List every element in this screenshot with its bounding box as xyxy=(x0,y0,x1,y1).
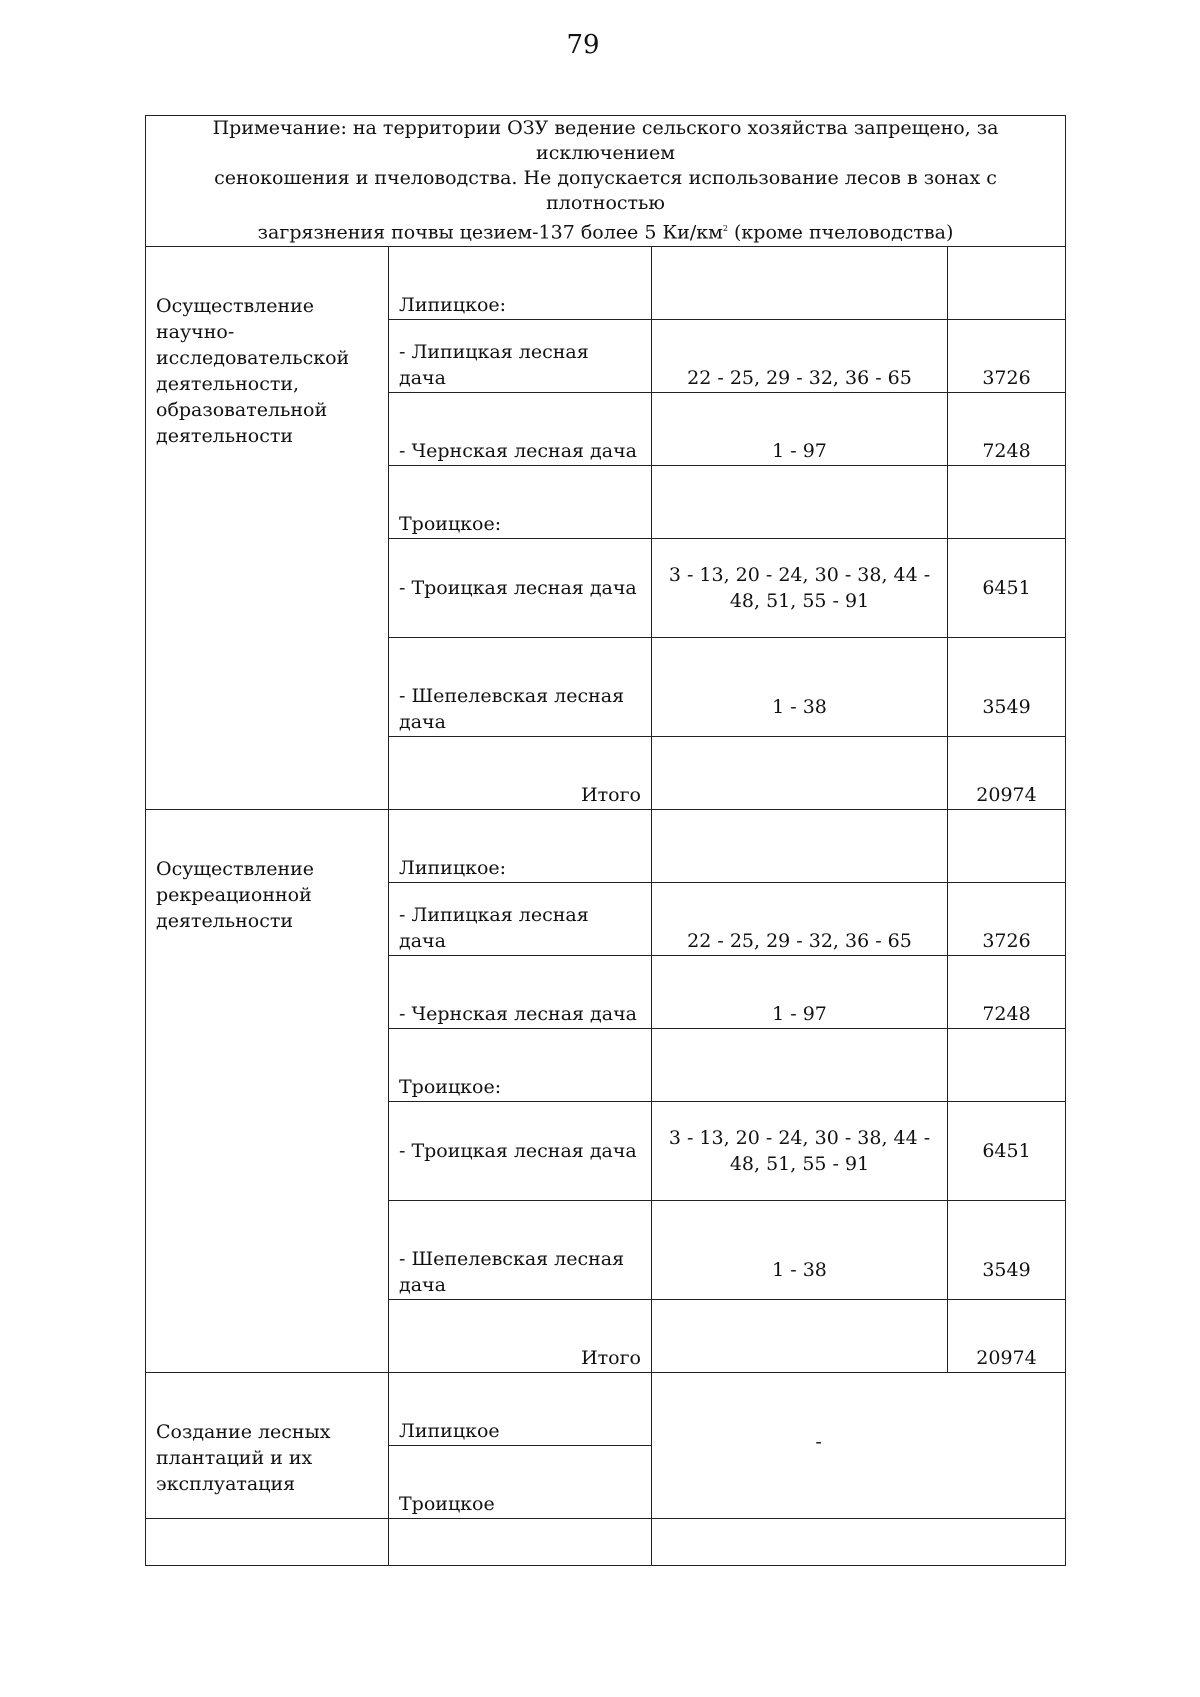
area-cell: 7248 xyxy=(948,393,1066,466)
quarters-cell xyxy=(652,1300,948,1373)
area-cell xyxy=(948,1029,1066,1102)
area-cell: 3549 xyxy=(948,1201,1066,1300)
note-line-1: Примечание: на территории ОЗУ ведение сельского хозяйства запрещено, за исключением xyxy=(212,117,999,164)
activity-cell: Осуществление научно-исследовательской деятельности, образовательной деятельности xyxy=(146,247,389,810)
area-cell xyxy=(948,466,1066,539)
note-line-3-tail: (кроме пчеловодства) xyxy=(727,221,954,244)
quarters-cell xyxy=(652,466,948,539)
quarters-cell: 1 - 38 xyxy=(652,1201,948,1300)
quarters-cell: 3 - 13, 20 - 24, 30 - 38, 44 - 48, 51, 55 - 91 xyxy=(652,1102,948,1201)
forestry-name: - Липицкая лесная дача xyxy=(389,320,652,393)
note-line-2: сенокошения и пчеловодства. Не допускается использование лесов в зонах с плотностью xyxy=(214,167,997,214)
table-row xyxy=(146,247,1066,320)
forestry-name: - Чернская лесная дача xyxy=(389,393,652,466)
forestry-name: Липицкое: xyxy=(389,810,652,883)
quarters-cell: 3 - 13, 20 - 24, 30 - 38, 44 - 48, 51, 55 - 91 xyxy=(652,539,948,638)
quarters-cell: 1 - 38 xyxy=(652,638,948,737)
quarters-cell xyxy=(652,810,948,883)
total-value: 20974 xyxy=(948,737,1066,810)
area-cell: 6451 xyxy=(948,539,1066,638)
total-value: 20974 xyxy=(948,1300,1066,1373)
quarters-cell: 1 - 97 xyxy=(652,956,948,1029)
note-cell xyxy=(146,116,1066,247)
quarters-cell xyxy=(652,247,948,320)
forestry-name: - Шепелевская лесная дача xyxy=(389,1201,652,1300)
table-row xyxy=(146,1373,1066,1446)
quarters-cell xyxy=(652,1029,948,1102)
plantation-value: - xyxy=(652,1373,1066,1519)
area-cell: 6451 xyxy=(948,1102,1066,1201)
note-line-3-text: загрязнения почвы цезием-137 более 5 Ки/км xyxy=(257,221,723,244)
quarters-cell: 22 - 25, 29 - 32, 36 - 65 xyxy=(652,320,948,393)
forest-use-table xyxy=(145,115,1066,1566)
area-cell: 3726 xyxy=(948,883,1066,956)
quarters-cell xyxy=(652,737,948,810)
forestry-name: - Липицкая лесная дача xyxy=(389,883,652,956)
page-number: 79 xyxy=(566,30,600,60)
table-row xyxy=(146,810,1066,883)
area-cell xyxy=(948,247,1066,320)
activity-cell: Создание лесных плантаций и их эксплуатация xyxy=(146,1373,389,1519)
forestry-name: Троицкое: xyxy=(389,466,652,539)
quarters-cell: 22 - 25, 29 - 32, 36 - 65 xyxy=(652,883,948,956)
forestry-name: - Чернская лесная дача xyxy=(389,956,652,1029)
forestry-name: - Троицкая лесная дача xyxy=(389,1102,652,1201)
empty-row xyxy=(146,1519,1066,1566)
total-label: Итого xyxy=(389,1300,652,1373)
forestry-name: - Шепелевская лесная дача xyxy=(389,638,652,737)
empty-cell xyxy=(146,1519,389,1566)
area-cell xyxy=(948,810,1066,883)
forestry-name: Липицкое xyxy=(389,1373,652,1446)
forestry-name: - Троицкая лесная дача xyxy=(389,539,652,638)
area-cell: 3549 xyxy=(948,638,1066,737)
quarters-cell: 1 - 97 xyxy=(652,393,948,466)
note-row xyxy=(146,116,1066,247)
forestry-name: Липицкое: xyxy=(389,247,652,320)
empty-cell xyxy=(389,1519,652,1566)
forestry-name: Троицкое: xyxy=(389,1029,652,1102)
empty-cell xyxy=(652,1519,1066,1566)
area-cell: 7248 xyxy=(948,956,1066,1029)
activity-cell: Осуществление рекреационной деятельности xyxy=(146,810,389,1373)
note-line-3 xyxy=(152,216,1059,245)
note-superscript: 2 xyxy=(722,224,728,233)
area-cell: 3726 xyxy=(948,320,1066,393)
forestry-name: Троицкое xyxy=(389,1446,652,1519)
total-label: Итого xyxy=(389,737,652,810)
